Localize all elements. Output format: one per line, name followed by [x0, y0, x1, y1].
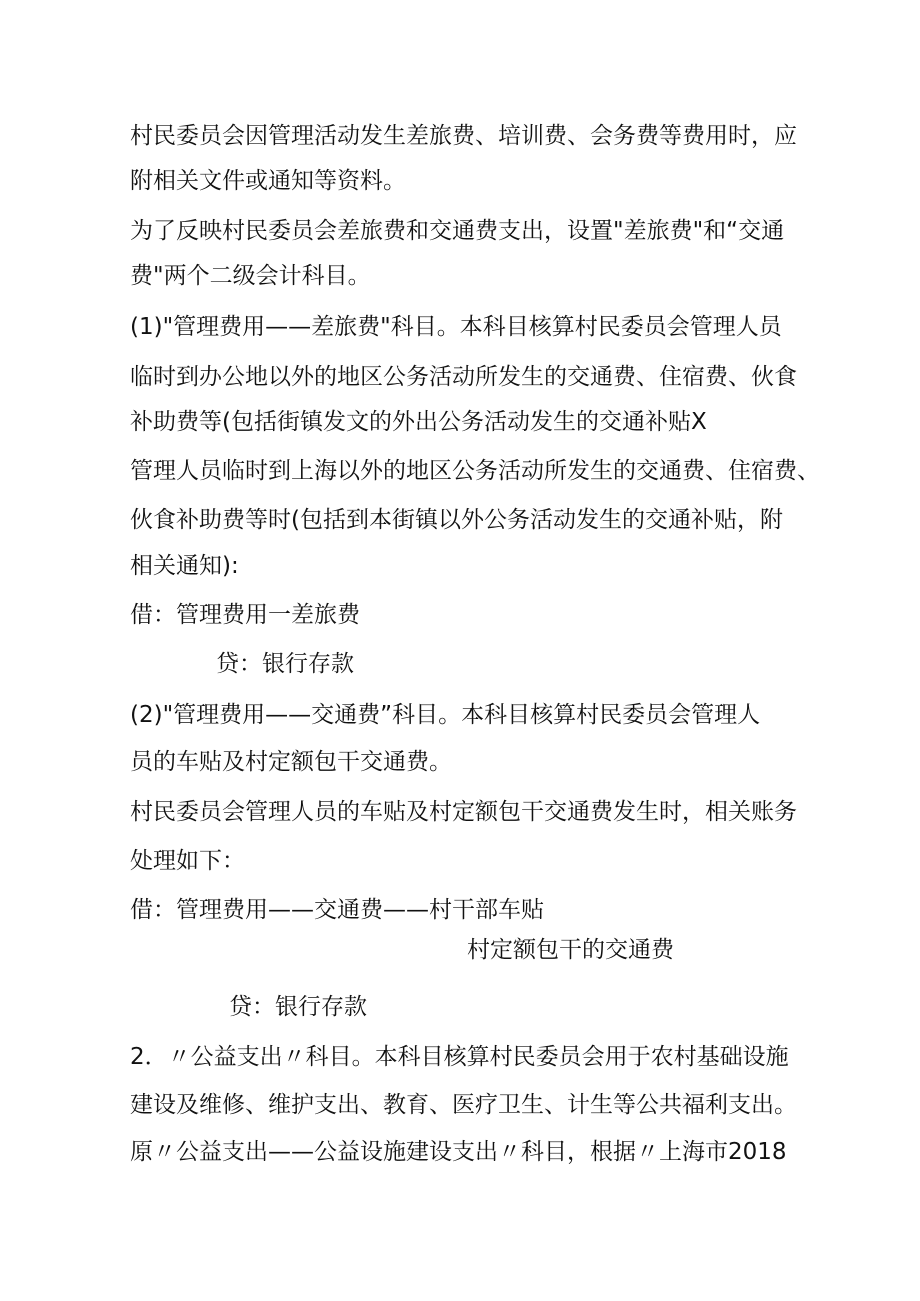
paragraph-line: 费"两个二级会计科目。: [130, 263, 371, 289]
journal-entry-credit: 贷：银行存款: [216, 651, 354, 677]
journal-entry-credit: 贷：银行存款: [229, 994, 367, 1020]
paragraph-line: (1)"管理费用——差旅费"科目。本科目核算村民委员会管理人员: [130, 314, 782, 340]
paragraph-line: 相关通知):: [130, 553, 239, 579]
paragraph-line: 附相关文件或通知等资料。: [130, 168, 406, 194]
journal-entry-debit: 借：管理费用——交通费——村干部车贴: [130, 897, 544, 923]
paragraph-line: 补助费等(包括街镇发文的外出公务活动发生的交通补贴X: [130, 409, 707, 435]
paragraph-line: 原〃公益支出——公益设施建设支出〃科目，根据〃上海市2018: [130, 1139, 787, 1165]
journal-entry-subitem: 村定额包干的交通费: [467, 937, 674, 963]
paragraph-line: (2)"管理费用——交通费”科目。本科目核算村民委员会管理人: [130, 702, 761, 728]
paragraph-line: 村民委员会管理人员的车贴及村定额包干交通费发生时，相关账务: [130, 799, 797, 825]
journal-entry-debit: 借：管理费用一差旅费: [130, 602, 360, 628]
paragraph-line: 为了反映村民委员会差旅费和交通费支出，设置"差旅费"和“交通: [130, 218, 785, 244]
paragraph-line: 村民委员会因管理活动发生差旅费、培训费、会务费等费用时，应: [130, 123, 797, 149]
paragraph-line: 建设及维修、维护支出、教育、医疗卫生、计生等公共福利支出。: [130, 1092, 797, 1118]
paragraph-line: 员的车贴及村定额包干交通费。: [130, 749, 452, 775]
paragraph-line: 处理如下：: [130, 848, 245, 874]
paragraph-line: 伙食补助费等时(包括到本街镇以外公务活动发生的交通补贴，附: [130, 507, 783, 533]
paragraph-line: 临时到办公地以外的地区公务活动所发生的交通费、住宿费、伙食: [130, 364, 797, 390]
paragraph-line: 管理人员临时到上海以外的地区公务活动所发生的交通费、住宿费、: [130, 458, 820, 484]
paragraph-line: 2．〃公益支出〃科目。本科目核算村民委员会用于农村基础设施: [130, 1044, 789, 1070]
